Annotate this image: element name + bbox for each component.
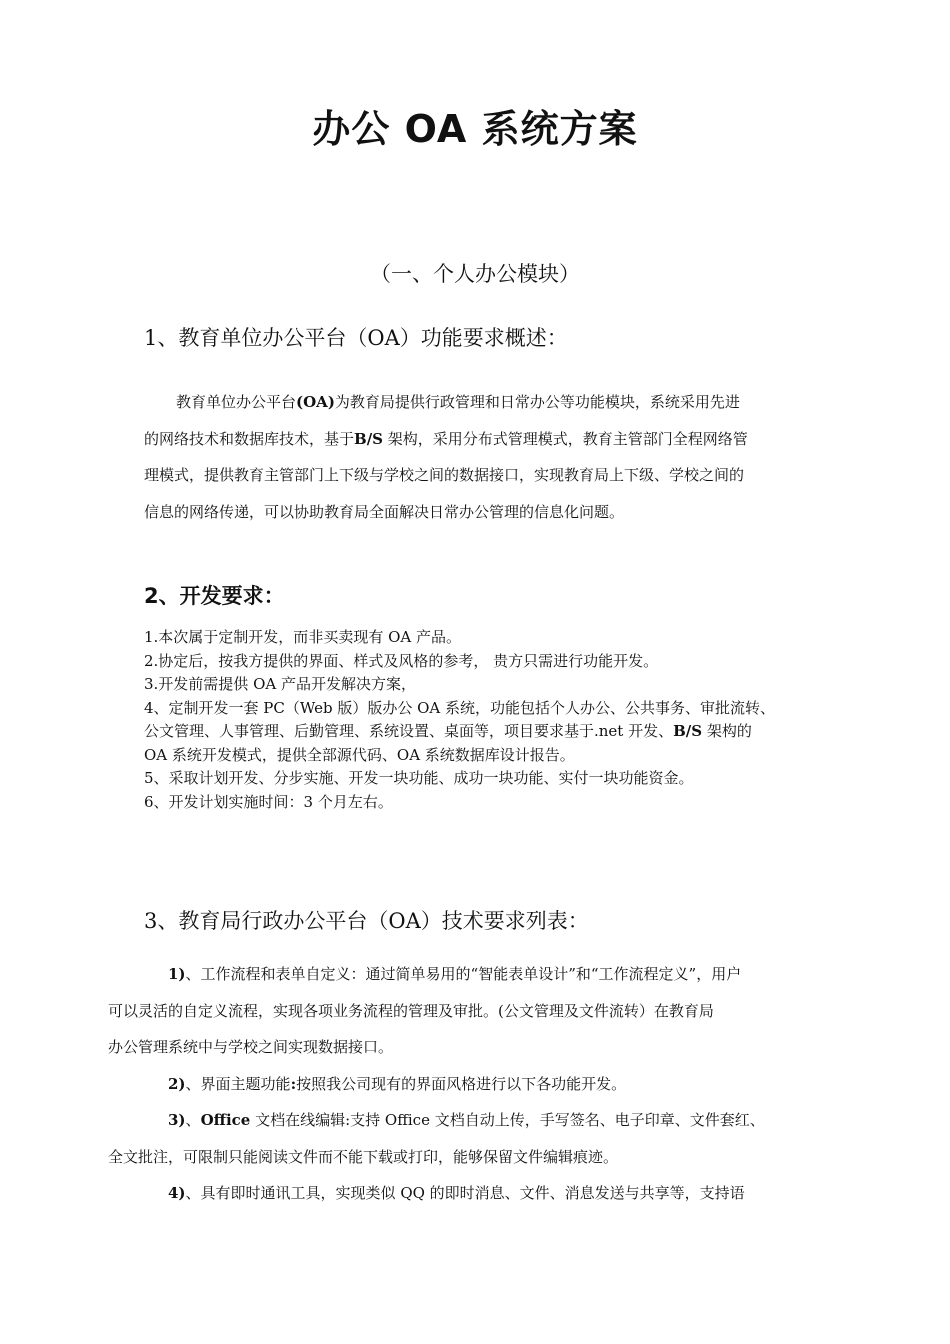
section3-paragraph	[108, 956, 765, 1212]
list-item: 5、采取计划开发、分步实施、开发一块功能、成功一块功能、实付一块功能资金。	[144, 769, 694, 787]
paragraph-line: 办公管理系统中与学校之间实现数据接口。	[108, 1038, 394, 1056]
list-item: 1.本次属于定制开发，而非买卖现有 OA 产品。	[144, 628, 461, 646]
list-item: 公文管理、人事管理、后勤管理、系统设置、桌面等，项目要求基于.net 开发、B/S 架构的	[144, 722, 752, 740]
paragraph-line: 可以灵活的自定义流程，实现各项业务流程的管理及审批。(公文管理及文件流转）在教育局	[108, 1001, 714, 1020]
paragraph-line: 教育单位办公平台(OA)为教育局提供行政管理和日常办公等功能模块，系统采用先进	[176, 393, 740, 411]
paragraph-line: 3)、Office 文档在线编辑:支持 Office 文档自动上传，手写签名、电子印章、文件套红、	[168, 1111, 765, 1129]
paragraph-line: 的网络技术和数据库技术，基于B/S 架构，采用分布式管理模式，教育主管部门全程网络管	[144, 429, 748, 448]
paragraph-line: 2)、界面主题功能:按照我公司现有的界面风格进行以下各功能开发。	[168, 1074, 627, 1093]
document-title: 办公 OA 系统方案	[312, 107, 638, 151]
paragraph-line: 4)、具有即时通讯工具，实现类似 QQ 的即时消息、文件、消息发送与共享等，支持语	[168, 1184, 745, 1202]
list-item: 6、开发计划实施时间：3 个月左右。	[144, 792, 393, 811]
section3-heading: 3、教育局行政办公平台（OA）技术要求列表：	[144, 909, 589, 933]
list-item: 3.开发前需提供 OA 产品开发解决方案，	[144, 675, 416, 693]
section2-heading: 2、开发要求：	[144, 584, 285, 608]
paragraph-line: 信息的网络传递，可以协助教育局全面解决日常办公管理的信息化问题。	[144, 502, 625, 521]
requirements-list	[144, 626, 775, 814]
paragraph-line: 理模式，提供教育主管部门上下级与学校之间的数据接口，实现教育局上下级、学校之间的	[144, 466, 745, 484]
list-item: 4、定制开发一套 PC（Web 版）版办公 OA 系统，功能包括个人办公、公共事务、审批流转、	[144, 698, 775, 717]
paragraph-line: 全文批注，可限制只能阅读文件而不能下载或打印，能够保留文件编辑痕迹。	[108, 1147, 619, 1166]
section-heading: （一、个人办公模块）	[370, 262, 580, 286]
section1-heading: 1、教育单位办公平台（OA）功能要求概述：	[144, 326, 568, 350]
section1-paragraph	[144, 384, 748, 530]
list-item: OA 系统开发模式，提供全部源代码、OA 系统数据库设计报告。	[144, 745, 575, 764]
paragraph-line: 1)、工作流程和表单自定义：通过简单易用的“智能表单设计”和“工作流程定义”，用户	[168, 965, 742, 983]
list-item: 2.协定后，按我方提供的界面、样式及风格的参考， 贵方只需进行功能开发。	[144, 651, 659, 670]
